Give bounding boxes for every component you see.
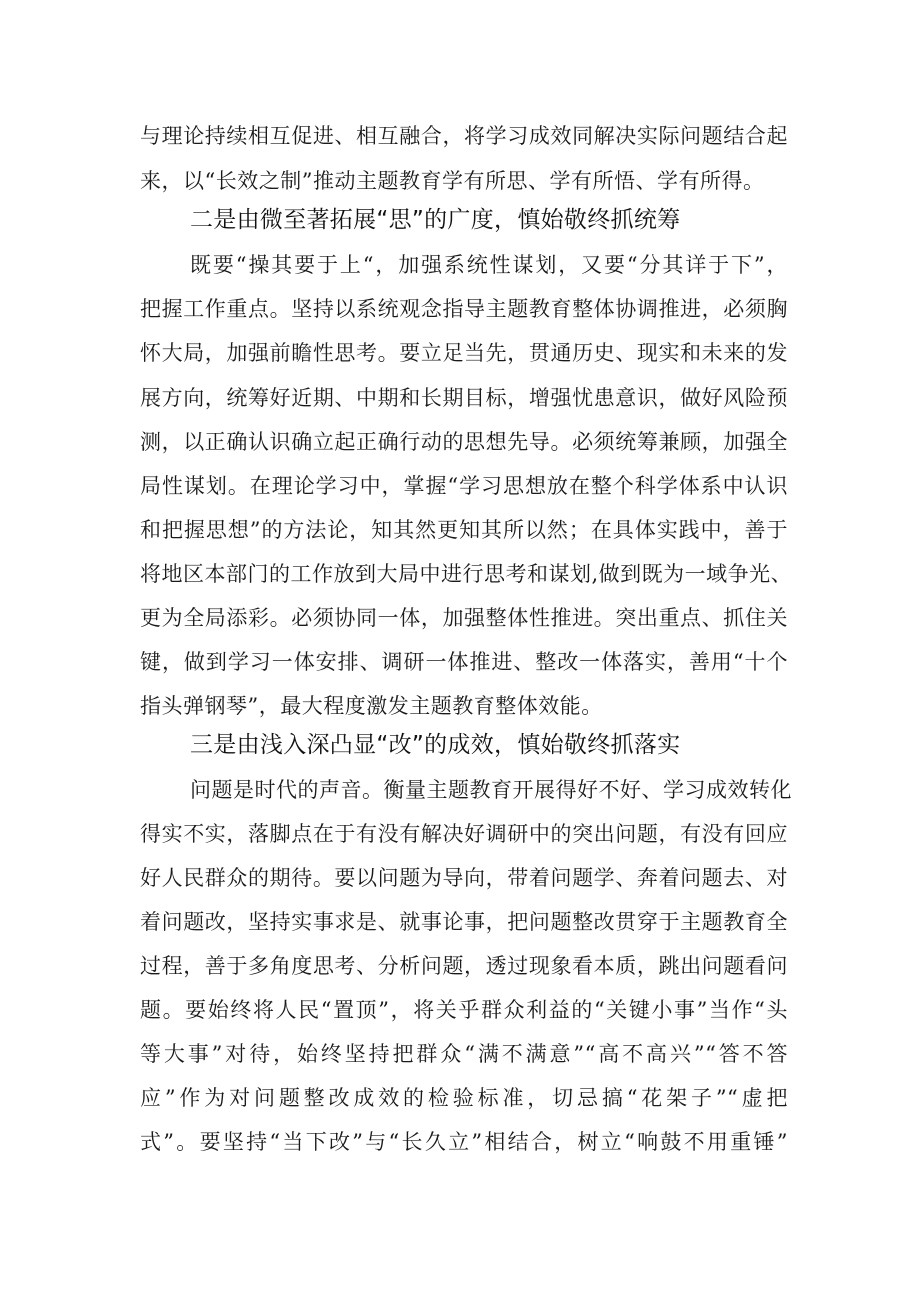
body-text-line: 键，做到学习一体安排、调研一体推进、整改一体落实，善用“十个 [140, 650, 788, 674]
body-text-line: 式”。要坚持“当下改”与“长久立”相结合，树立“响鼓不用重锤” [140, 1130, 788, 1154]
body-text-line: 应”作为对问题整改成效的检验标准，切忌搞“花架子”“虚把 [140, 1086, 788, 1110]
body-text-line: 与理论持续相互促进、相互融合，将学习成效同解决实际问题结合起 [140, 124, 788, 148]
body-text-line: 把握工作重点。坚持以系统观念指导主题教育整体协调推进，必须胸 [140, 297, 788, 321]
body-text-line: 既要“操其要于上“，加强系统性谋划，又要“分其详于下”， [190, 253, 788, 277]
body-text-line: 和把握思想”的方法论，知其然更知其所以然；在具体实践中，善于 [140, 518, 788, 542]
body-text-line: 指头弹钢琴”，最大程度激发主题教育整体效能。 [140, 694, 603, 718]
section-heading-2: 二是由微至著拓展“思”的广度，慎始敬终抓统筹 [190, 207, 681, 233]
body-text-line: 测，以正确认识确立起正确行动的思想先导。必须统筹兼顾，加强全 [140, 430, 788, 454]
body-text-line: 着问题改，坚持实事求是、就事论事，把问题整改贯穿于主题教育全 [140, 910, 788, 934]
body-text-line: 得实不实，落脚点在于有没有解决好调研中的突出问题，有没有回应 [140, 822, 788, 846]
body-text-line: 局性谋划。在理论学习中，掌握“学习思想放在整个科学体系中认识 [140, 474, 788, 498]
body-text-line: 怀大局，加强前瞻性思考。要立足当先，贯通历史、现实和未来的发 [140, 341, 788, 365]
body-text-line: 展方向，统筹好近期、中期和长期目标，增强忧患意识，做好风险预 [140, 386, 788, 410]
body-text-line: 好人民群众的期待。要以问题为导向，带着问题学、奔着问题去、对 [140, 866, 788, 890]
body-text-line: 题。要始终将人民“置顶”，将关乎群众利益的“关键小事”当作“头 [140, 998, 788, 1022]
section-heading-3: 三是由浅入深凸显“改”的成效，慎始敬终抓落实 [190, 732, 681, 758]
body-text-line: 将地区本部门的工作放到大局中进行思考和谋划,做到既为一域争光、 [140, 562, 793, 586]
body-text-line: 过程，善于多角度思考、分析问题，透过现象看本质，跳出问题看问 [140, 954, 788, 978]
body-text-line: 来，以“长效之制”推动主题教育学有所思、学有所悟、学有所得。 [140, 169, 765, 193]
body-text-line: 问题是时代的声音。衡量主题教育开展得好不好、学习成效转化 [190, 778, 792, 802]
body-text-line: 更为全局添彩。必须协同一体，加强整体性推进。突出重点、抓住关 [140, 606, 788, 630]
body-text-line: 等大事”对待，始终坚持把群众“满不满意”“高不高兴”“答不答 [140, 1042, 788, 1066]
